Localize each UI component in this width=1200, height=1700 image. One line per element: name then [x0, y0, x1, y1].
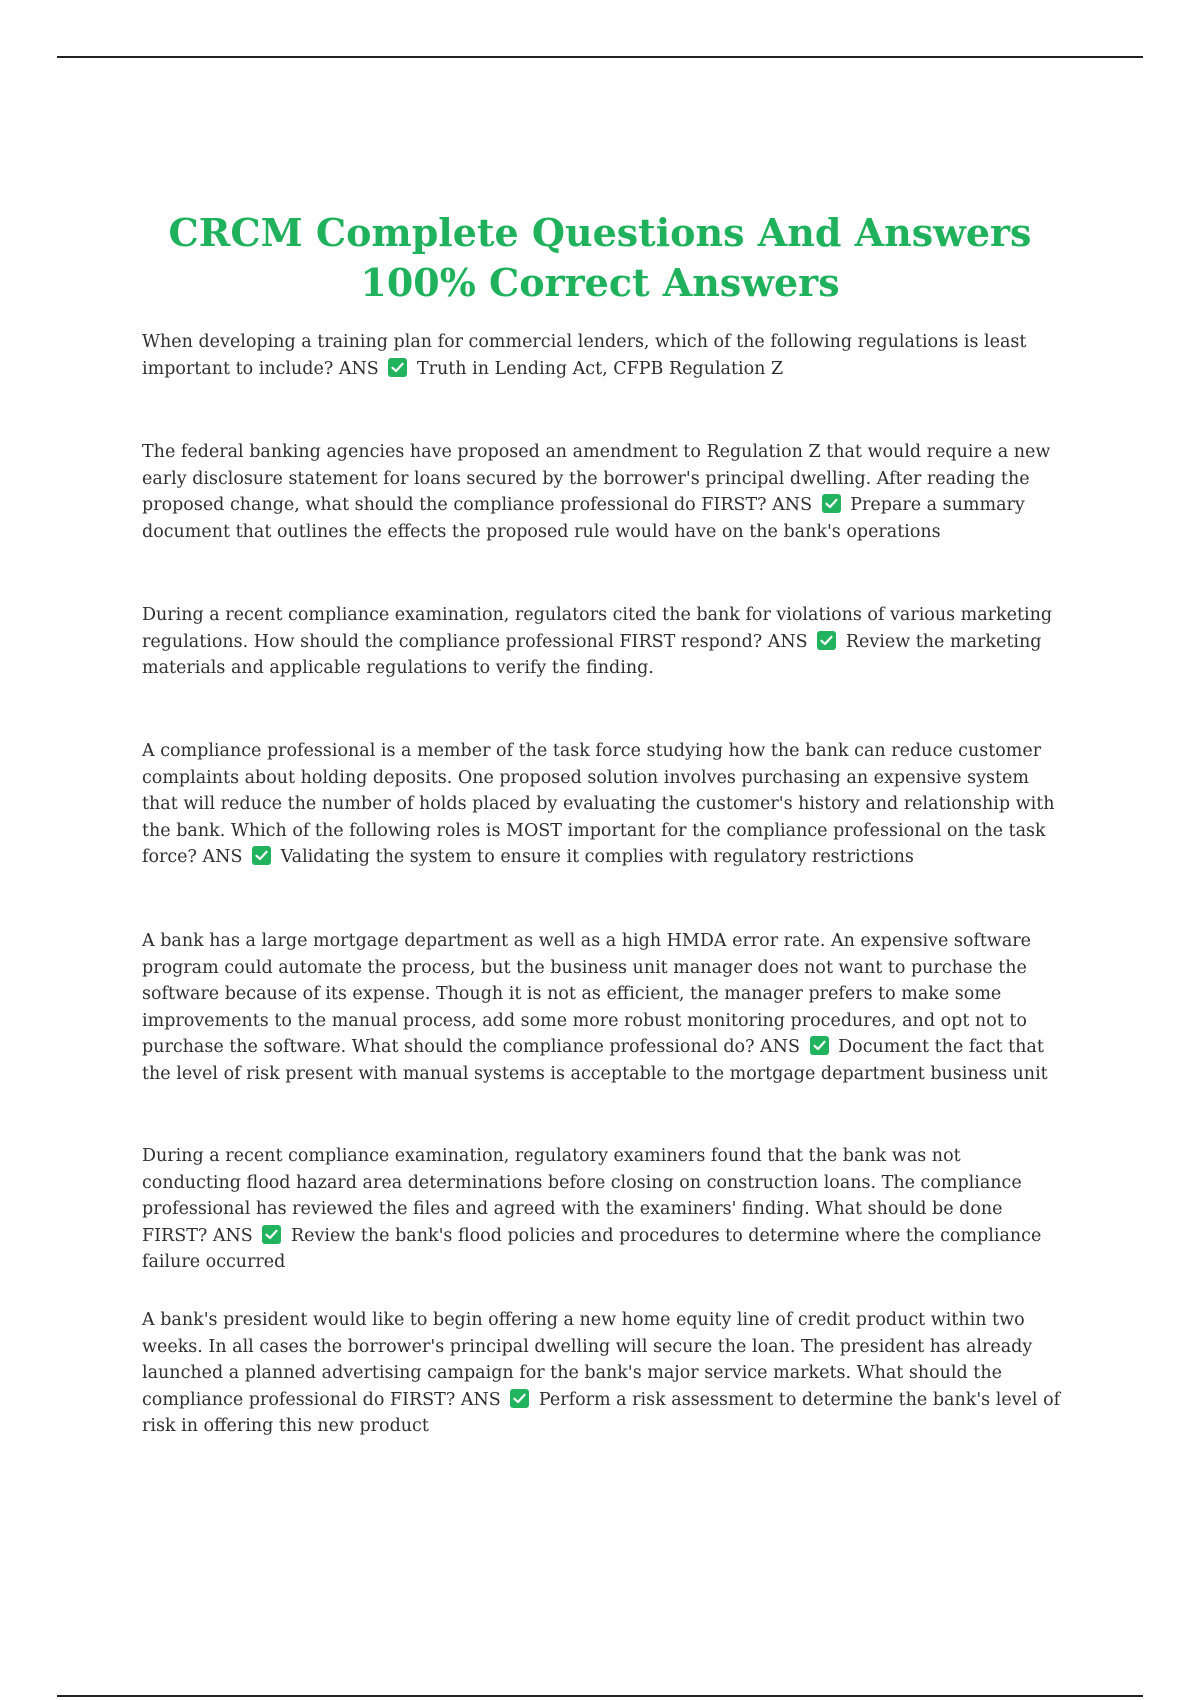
document-title: CRCM Complete Questions And Answers 100% Correct Answers	[168, 210, 1032, 305]
answer-marker: ANS	[767, 631, 808, 652]
question-text: When developing a training plan for commercial lenders, which of the following regulations is least important to include?	[142, 332, 1027, 379]
qa-item-5	[142, 928, 1062, 1087]
answer-text: Document the fact that the level of risk present with manual systems is acceptable to the mortgage department business unit	[142, 1037, 1048, 1084]
qa-item-4	[142, 738, 1062, 871]
check-icon	[388, 358, 407, 377]
qa-item-6	[142, 1143, 1062, 1276]
answer-text: Prepare a summary document that outlines the effects the proposed rule would have on the bank's operations	[142, 495, 1025, 542]
check-icon	[510, 1389, 529, 1408]
check-icon	[252, 846, 271, 865]
qa-item-1	[142, 329, 1062, 382]
question-text: A bank's president would like to begin offering a new home equity line of credit product within two weeks. In all cases the borrower's principal dwelling will secure the loan. The president has already launched a planned advertising campaign for the bank's major service markets. What should the compliance professional do FIRST?	[142, 1310, 1033, 1410]
qa-item-2	[142, 439, 1062, 545]
question-text: A bank has a large mortgage department as well as a high HMDA error rate. An expensive software program could automate the process, but the business unit manager does not want to purchase the software because of its expense. Though it is not as efficient, the manager prefers to make some improvements to the manual process, add some more robust monitoring procedures, and opt not to purchase the software. What should the compliance professional do?	[142, 931, 1032, 1057]
answer-marker: ANS	[338, 358, 379, 379]
question-text: During a recent compliance examination, regulators cited the bank for violations of various marketing regulations. How should the compliance professional FIRST respond?	[142, 605, 1053, 652]
answer-marker: ANS	[212, 1225, 253, 1246]
bottom-divider	[57, 1695, 1143, 1697]
answer-text: Truth in Lending Act, CFPB Regulation Z	[416, 358, 784, 379]
check-icon	[810, 1036, 829, 1055]
check-icon	[822, 494, 841, 513]
question-text: A compliance professional is a member of the task force studying how the bank can reduce customer complaints about holding deposits. One proposed solution involves purchasing an expensive system that will reduce the number of holds placed by evaluating the customer's history and relationship with the bank. Which of the following roles is MOST important for the compliance professional on the task force?	[142, 741, 1055, 867]
qa-item-7	[142, 1307, 1062, 1440]
answer-marker: ANS	[460, 1389, 501, 1410]
check-icon	[262, 1225, 281, 1244]
check-icon	[817, 631, 836, 650]
answer-marker: ANS	[760, 1037, 800, 1057]
question-text: The federal banking agencies have proposed an amendment to Regulation Z that would require a new early disclosure statement for loans secured by the borrower's principal dwelling. After reading the proposed change, what should the compliance professional do FIRST?	[142, 442, 1051, 515]
top-divider	[57, 56, 1143, 58]
answer-text: Review the marketing materials and applicable regulations to verify the finding.	[142, 631, 1042, 678]
answer-text: Review the bank's flood policies and procedures to determine where the compliance failure occurred	[142, 1225, 1042, 1272]
qa-item-3	[142, 602, 1062, 682]
answer-text: Validating the system to ensure it complies with regulatory restrictions	[280, 847, 914, 867]
answer-marker: ANS	[772, 495, 813, 515]
answer-marker: ANS	[202, 847, 243, 867]
answer-text: Perform a risk assessment to determine the bank's level of risk in offering this new product	[142, 1389, 1061, 1436]
question-text: During a recent compliance examination, regulatory examiners found that the bank was not conducting flood hazard area determinations before closing on construction loans. The compliance professional has reviewed the files and agreed with the examiners' finding. What should be done FIRST?	[142, 1146, 1022, 1246]
